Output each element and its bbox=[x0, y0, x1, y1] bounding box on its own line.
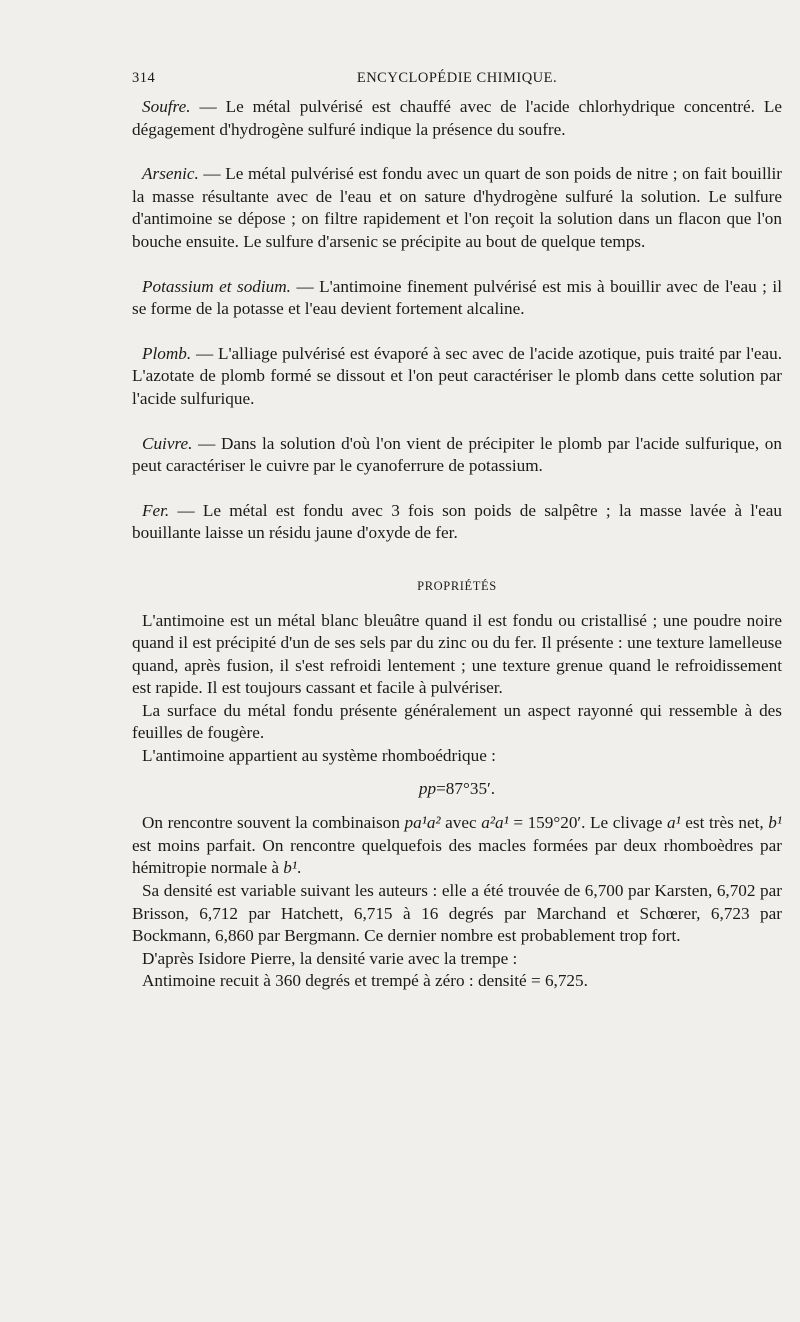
text-soufre: — Le métal pulvérisé est chauffé avec de l'acide chlorhydrique concentré. Le dégagement d'hydrogène sulfuré indique la présence du soufre. bbox=[132, 97, 782, 139]
p4-text-f: . bbox=[297, 858, 302, 878]
text-arsenic: — Le métal pulvérisé est fondu avec un quart de son poids de nitre ; on fait bouillir la masse résultante avec de l'eau et on sature d'hydrogène sulfuré la solution. Le sulfure d'antimoine se dépose ; on filtre rapidement et l'on reçoit la solution dans un flacon que l'on bouche ensuite. Le sulfure d'arsenic se précipite au bout de quelque temps. bbox=[132, 164, 782, 251]
paragraph-arsenic bbox=[132, 163, 782, 253]
p4-text-a: On rencontre souvent la combinaison bbox=[142, 813, 405, 833]
p4-text-c: = 159°20′. Le clivage bbox=[508, 813, 667, 833]
paragraph-properties-7: Antimoine recuit à 360 degrés et trempé à zéro : densité = 6,725. bbox=[142, 971, 588, 991]
lead-potassium: Potassium et sodium. bbox=[142, 276, 291, 296]
page-number: 314 bbox=[132, 70, 156, 86]
paragraph-potassium bbox=[132, 276, 782, 321]
text-plomb: — L'alliage pulvérisé est évaporé à sec avec de l'acide azotique, puis traité par l'eau. L'azotate de plomb formé se dissout et l'on peut caractériser le plomb dans cette solution par l'acide sulfurique. bbox=[132, 343, 782, 408]
page-header bbox=[132, 70, 782, 92]
paragraph-properties-5: Sa densité est variable suivant les auteurs : elle a été trouvée de 6,700 par Karsten, 6,702 par Brisson, 6,712 par Hatchett, 6,715 à 16 degrés par Marchand et Schœrer, 6,723 par Bockmann, 6,860 par Bergmann. Ce dernier nombre est probablement trop fort. bbox=[132, 881, 782, 946]
formula-lhs: pp bbox=[418, 778, 437, 798]
paragraph-cuivre bbox=[132, 433, 782, 478]
lead-arsenic: Arsenic. bbox=[142, 164, 199, 184]
text-cuivre: — Dans la solution d'où l'on vient de précipiter le plomb par l'acide sulfurique, on peut caractériser le cuivre par le cyanoferrure de potassium. bbox=[132, 433, 782, 476]
lead-soufre: Soufre. bbox=[142, 97, 191, 116]
formula-angle bbox=[132, 778, 782, 801]
paragraph-properties-6: D'après Isidore Pierre, la densité varie avec la trempe : bbox=[142, 948, 518, 968]
lead-cuivre: Cuivre. bbox=[142, 433, 193, 453]
running-title: ENCYCLOPÉDIE CHIMIQUE. bbox=[356, 70, 558, 86]
lead-fer: Fer. bbox=[142, 500, 170, 520]
p4-formula-4: b¹ bbox=[768, 813, 782, 833]
paragraph-properties-1: L'antimoine est un métal blanc bleuâtre quand il est fondu ou cristallisé ; une poudre noire quand il est précipité d'un de ses sels par du zinc ou du fer. Il présente : une texture lamelleuse quand, après fusion, il s'est refroidi lentement ; une texture grenue quand le refroidissement est rapide. Il est toujours cassant et facile à pulvériser. bbox=[132, 610, 782, 698]
p4-formula-1: pa¹a² bbox=[404, 813, 441, 833]
p4-formula-5: b¹ bbox=[283, 858, 298, 878]
paragraph-properties-4 bbox=[132, 812, 782, 880]
paragraph-fer bbox=[132, 500, 782, 545]
p4-text-e: est moins parfait. On rencontre quelquefois des macles formées par deux rhomboèdres par hémitropie normale à bbox=[132, 835, 782, 878]
paragraph-plomb bbox=[132, 343, 782, 411]
p4-text-b: avec bbox=[440, 813, 482, 833]
paragraph-properties-2: La surface du métal fondu présente généralement un aspect rayonné qui ressemble à des feuilles de fougère. bbox=[132, 700, 782, 743]
p4-formula-3: a¹ bbox=[666, 813, 681, 833]
p4-text-d: est très net, bbox=[680, 813, 769, 833]
formula-rhs: =87°35′. bbox=[436, 778, 496, 798]
section-heading: PROPRIÉTÉS bbox=[417, 578, 497, 593]
p4-formula-2: a²a¹ bbox=[481, 813, 509, 833]
text-fer: — Le métal est fondu avec 3 fois son poids de salpêtre ; la masse lavée à l'eau bouillante laisse un résidu jaune d'oxyde de fer. bbox=[132, 500, 782, 543]
paragraph-soufre bbox=[132, 96, 782, 141]
text-potassium: — L'antimoine finement pulvérisé est mis à bouillir avec de l'eau ; il se forme de la potasse et l'eau devient fortement alcaline. bbox=[132, 276, 782, 319]
lead-plomb: Plomb. bbox=[142, 343, 192, 363]
page-body bbox=[132, 96, 782, 993]
paragraph-properties-3: L'antimoine appartient au système rhomboédrique : bbox=[142, 746, 496, 766]
